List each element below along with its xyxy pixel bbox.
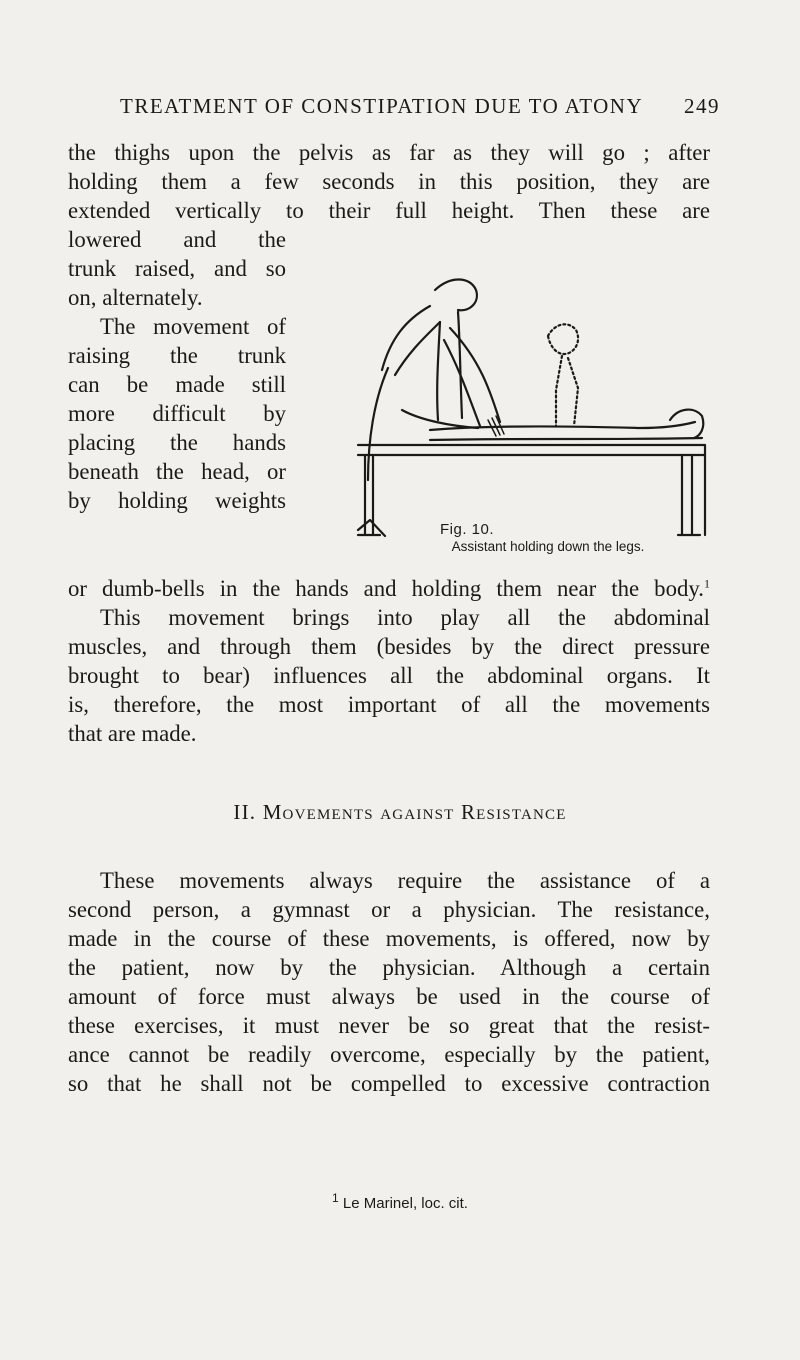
text-line: ance cannot be readily overcome, especially by the patient, <box>68 1042 710 1067</box>
running-title: TREATMENT OF CONSTIPATION DUE TO ATONY <box>120 94 644 118</box>
text-line: the thighs upon the pelvis as far as they will go ; after <box>68 140 710 165</box>
text-line: muscles, and through them (besides by the direct pressure <box>68 634 710 659</box>
text-line: is, therefore, the most important of all the movements <box>68 692 710 717</box>
text-line: This movement brings into play all the abdominal <box>100 605 710 630</box>
text-line: that are made. <box>68 721 197 746</box>
text-line: second person, a gymnast or a physician. The resistance, <box>68 897 710 922</box>
section-heading <box>0 800 800 825</box>
figure-caption: Assistant holding down the legs. <box>451 539 645 554</box>
text-line: so that he shall not be compelled to excessive contraction <box>68 1071 710 1096</box>
paragraph-2-full <box>68 574 710 748</box>
page-number: 249 <box>684 94 720 118</box>
text-line: these exercises, it must never be so great that the resist- <box>68 1013 710 1038</box>
text-line: lowered and the <box>68 227 286 252</box>
running-header <box>120 94 720 119</box>
footnote-marker: 1 <box>332 1191 339 1205</box>
text-line: These movements always require the assistance of a <box>100 868 710 893</box>
text-line: holding them a few seconds in this position, they are <box>68 169 710 194</box>
section-number: II. <box>233 800 257 824</box>
footnote <box>0 1191 800 1212</box>
text-line: amount of force must always be used in the course of <box>68 984 710 1009</box>
paragraph-3 <box>68 866 710 1098</box>
text-line: placing the hands <box>68 430 286 455</box>
paragraph-2-narrow <box>68 312 286 515</box>
figure-label: Fig. 10. <box>440 521 495 538</box>
text-line: the patient, now by the physician. Although a certain <box>68 955 710 980</box>
figure-illustration <box>310 250 710 550</box>
footnote-ref: 1 <box>704 576 710 591</box>
paragraph-1-narrow <box>68 225 286 312</box>
text-line <box>68 574 710 603</box>
text-line: made in the course of these movements, is offered, now by <box>68 926 710 951</box>
footnote-text: Le Marinel, loc. cit. <box>342 1195 468 1212</box>
text-line: extended vertically to their full height. Then these are <box>68 198 710 223</box>
text-line: can be made still <box>68 372 286 397</box>
text-line: beneath the head, or <box>68 459 286 484</box>
text-line: raising the trunk <box>68 343 286 368</box>
section-title: Movements against Resistance <box>262 800 567 824</box>
text-line: trunk raised, and so <box>68 256 286 281</box>
text-line: on, alternately. <box>68 285 203 310</box>
text-line: The movement of <box>100 314 286 339</box>
text-line: brought to bear) influences all the abdominal organs. It <box>68 663 710 688</box>
text-line: more difficult by <box>68 401 286 426</box>
paragraph-1-top <box>68 138 710 225</box>
text-line: by holding weights <box>68 488 286 513</box>
text-run: or dumb-bells in the hands and holding them near the body. <box>68 576 704 601</box>
